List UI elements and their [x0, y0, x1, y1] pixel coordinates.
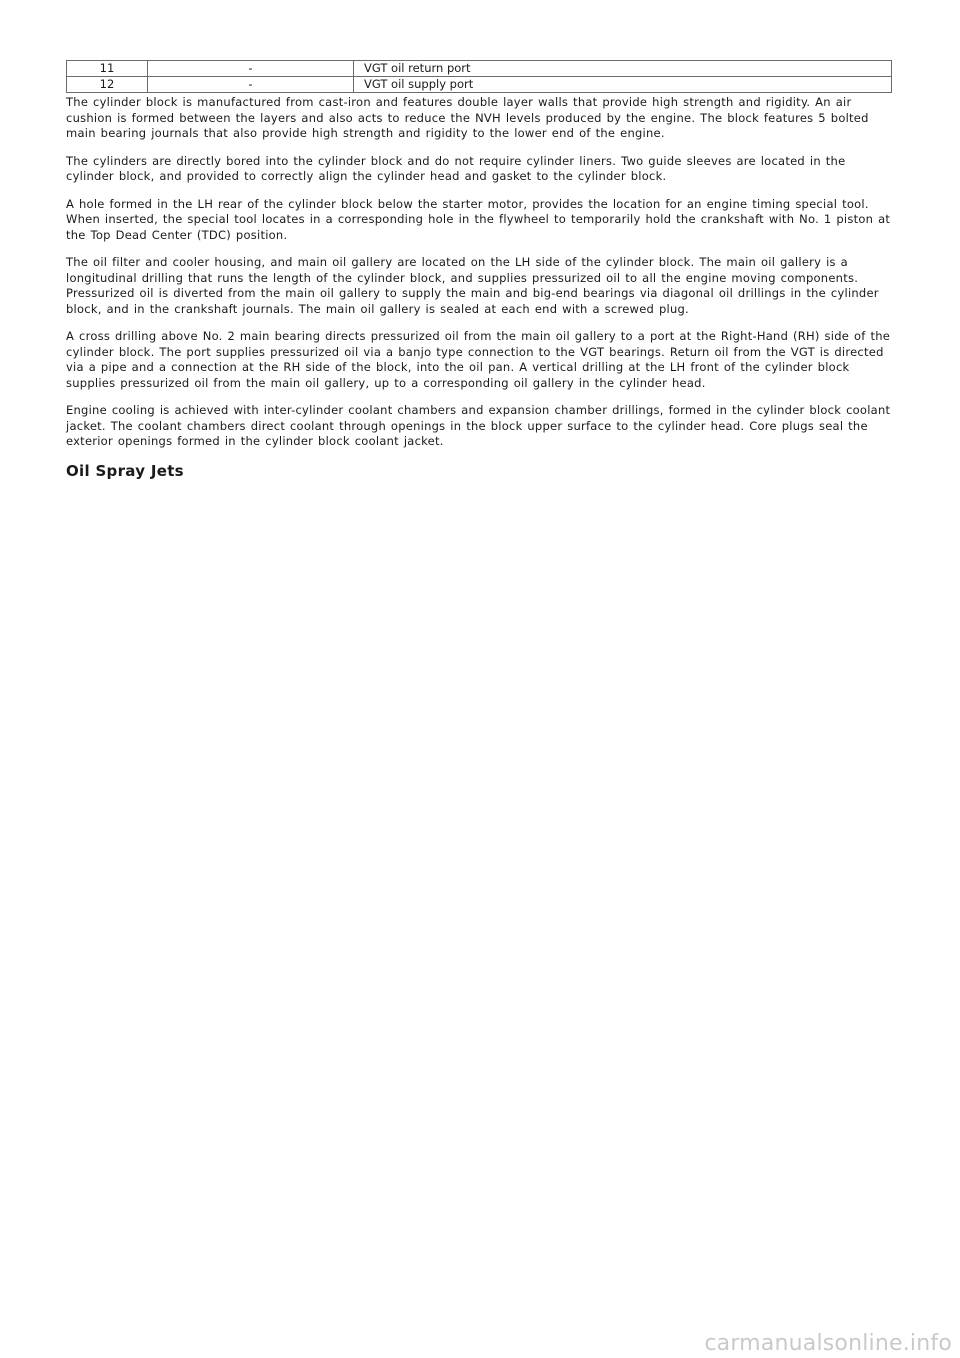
item-description: VGT oil return port — [354, 61, 892, 77]
watermark: carmanualsonline.info — [704, 1331, 952, 1356]
paragraph-engine-cooling: Engine cooling is achieved with inter-cylinder coolant chambers and expansion chamber drillings, formed in the cylinder block coolant jacket. The coolant chambers direct coolant through openings in the block upper surface to the cylinder head. Core plugs seal the exterior openings formed in the cylinder block coolant jacket. — [66, 403, 891, 448]
item-separator: - — [148, 61, 354, 77]
paragraph-oil-gallery: The oil filter and cooler housing, and main oil gallery are located on the LH side of the cylinder block. The main oil gallery is a longitudinal drilling that runs the length of the cylinder block, and supplies pressurized oil to all the engine moving components. Pressurized oil is diverted from the main oil gallery to supply the main and big-end bearings via diagonal oil drillings in the cylinder block, and in the crankshaft journals. The main oil gallery is sealed at each end with a screwed plug. — [66, 255, 879, 316]
table-row — [67, 61, 892, 77]
paragraph-cylinder-block: The cylinder block is manufactured from cast-iron and features double layer walls that provide high strength and rigidity. An air cushion is formed between the layers and also acts to reduce the NVH levels produced by the engine. The block features 5 bolted main bearing journals that also provide high strength and rigidity to the lower end of the engine. — [66, 95, 869, 140]
item-description: VGT oil supply port — [354, 77, 892, 93]
body-text — [66, 95, 892, 450]
section-heading: Oil Spray Jets — [66, 461, 184, 480]
table-row — [67, 77, 892, 93]
paragraph-cylinders: The cylinders are directly bored into the cylinder block and do not require cylinder liners. Two guide sleeves are located in the cylinder block, and provided to correctly align the cylinder head and gasket to the cylinder block. — [66, 153, 846, 183]
paragraph-cross-drilling: A cross drilling above No. 2 main bearing directs pressurized oil from the main oil gallery to a port at the Right-Hand (RH) side of the cylinder block. The port supplies pressurized oil via a banjo type connection to the VGT bearings. Return oil from the VGT is directed via a pipe and a connection at the RH side of the block, into the oil pan. A vertical drilling at the LH front of the cylinder block supplies pressurized oil from the main oil gallery, up to a corresponding oil gallery in the cylinder head. — [66, 329, 891, 390]
parts-table — [66, 60, 892, 93]
document-content — [66, 60, 892, 480]
item-number: 12 — [67, 77, 148, 93]
item-separator: - — [148, 77, 354, 93]
paragraph-timing-hole: A hole formed in the LH rear of the cylinder block below the starter motor, provides the location for an engine timing special tool. When inserted, the special tool locates in a corresponding hole in the flywheel to temporarily hold the crankshaft with No. 1 piston at the Top Dead Center (TDC) position. — [66, 196, 891, 242]
item-number: 11 — [67, 61, 148, 77]
